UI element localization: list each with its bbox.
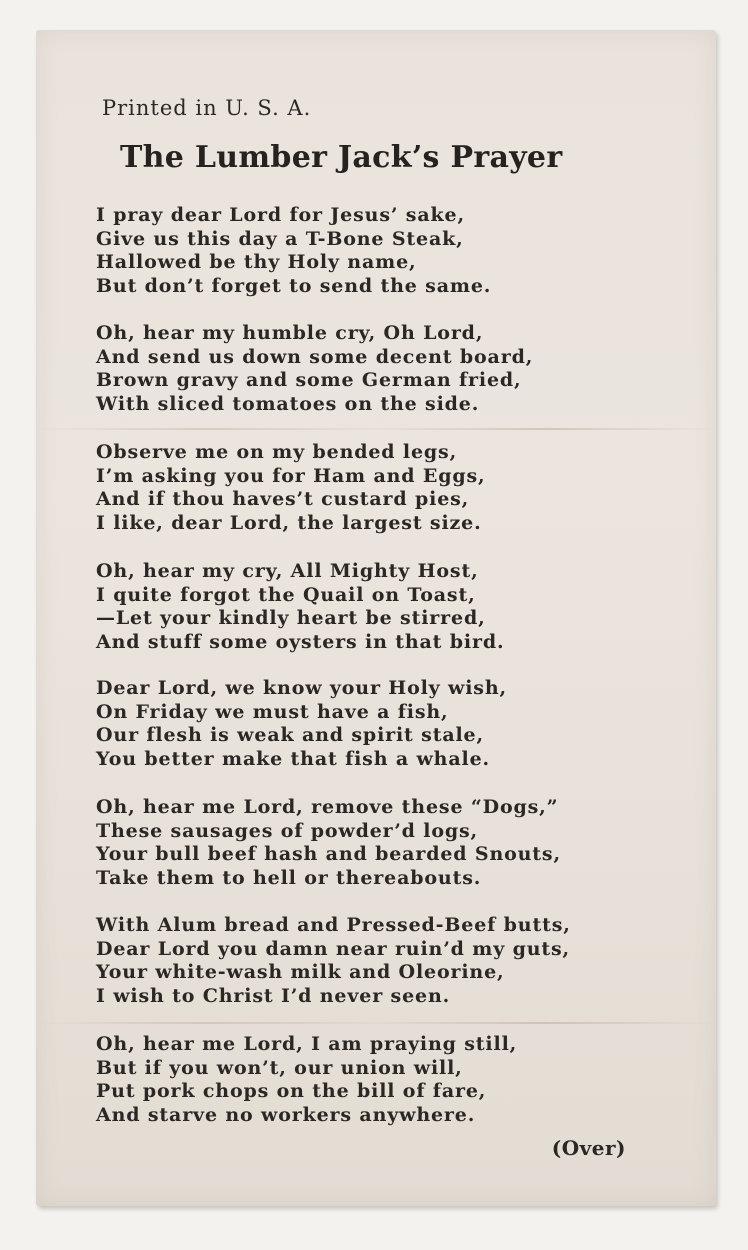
verse-line: And if thou haves’t custard pies, (96, 488, 470, 510)
verse-line: Our flesh is weak and spirit stale, (96, 724, 484, 746)
printed-in-label: Printed in U. S. A. (102, 96, 312, 120)
verse-line: Dear Lord you damn near ruin’d my guts, (96, 937, 571, 960)
verse-line: Oh, hear me Lord, I am praying still, (96, 1033, 518, 1055)
verse-line: Your white-wash milk and Oleorine, (96, 961, 505, 983)
verse-line: I wish to Christ I’d never seen. (96, 984, 451, 1007)
verse-line: On Friday we must have a fish, (96, 700, 449, 723)
stanza-2 (96, 322, 696, 416)
verse-line: I pray dear Lord for Jesus’ sake, (96, 204, 465, 226)
over-label: (Over) (551, 1136, 626, 1160)
verse-line: Dear Lord, we know your Holy wish, (96, 677, 507, 699)
verse-line: And send us down some decent board, (96, 345, 534, 368)
paper-crease (36, 428, 716, 430)
verse-line: Your bull beef hash and bearded Snouts, (96, 843, 561, 865)
verse-line: Oh, hear me Lord, remove these “Dogs,” (96, 796, 559, 818)
prayer-card (36, 30, 716, 1206)
verse-line: —Let your kindly heart be stirred, (96, 607, 486, 629)
verse-line: I like, dear Lord, the largest size. (96, 511, 482, 534)
verse-line: Give us this day a T-Bone Steak, (96, 227, 464, 250)
verse-line: But if you won’t, our union will, (96, 1056, 463, 1079)
verse-line: Brown gravy and some German fried, (96, 369, 522, 391)
stanza-5 (96, 677, 696, 771)
verse-line: Oh, hear my humble cry, Oh Lord, (96, 322, 484, 344)
verse-line: And stuff some oysters in that bird. (96, 630, 505, 653)
stanza-7 (96, 914, 696, 1008)
verse-line: Take them to hell or thereabouts. (96, 866, 482, 889)
verse-line: With sliced tomatoes on the side. (96, 392, 480, 415)
verse-line: But don’t forget to send the same. (96, 274, 492, 297)
stanza-1 (96, 204, 696, 298)
verse-line: With Alum bread and Pressed-Beef butts, (96, 914, 571, 936)
verse-line: And starve no workers anywhere. (96, 1103, 476, 1126)
verse-line: Put pork chops on the bill of fare, (96, 1080, 487, 1102)
stanza-6 (96, 796, 696, 890)
verse-line: These sausages of powder’d logs, (96, 819, 479, 842)
stanza-4 (96, 560, 696, 654)
verse-line: You better make that fish a whale. (96, 747, 490, 770)
stanza-8 (96, 1033, 696, 1127)
verse-line: Hallowed be thy Holy name, (96, 251, 417, 273)
verse-line: I quite forgot the Quail on Toast, (96, 583, 476, 606)
card-title: The Lumber Jack’s Prayer (120, 140, 563, 175)
verse-line: Oh, hear my cry, All Mighty Host, (96, 560, 479, 582)
verse-line: Observe me on my bended legs, (96, 441, 458, 463)
verse-line: I’m asking you for Ham and Eggs, (96, 464, 486, 487)
paper-crease (36, 1022, 716, 1024)
stanza-3 (96, 441, 696, 535)
